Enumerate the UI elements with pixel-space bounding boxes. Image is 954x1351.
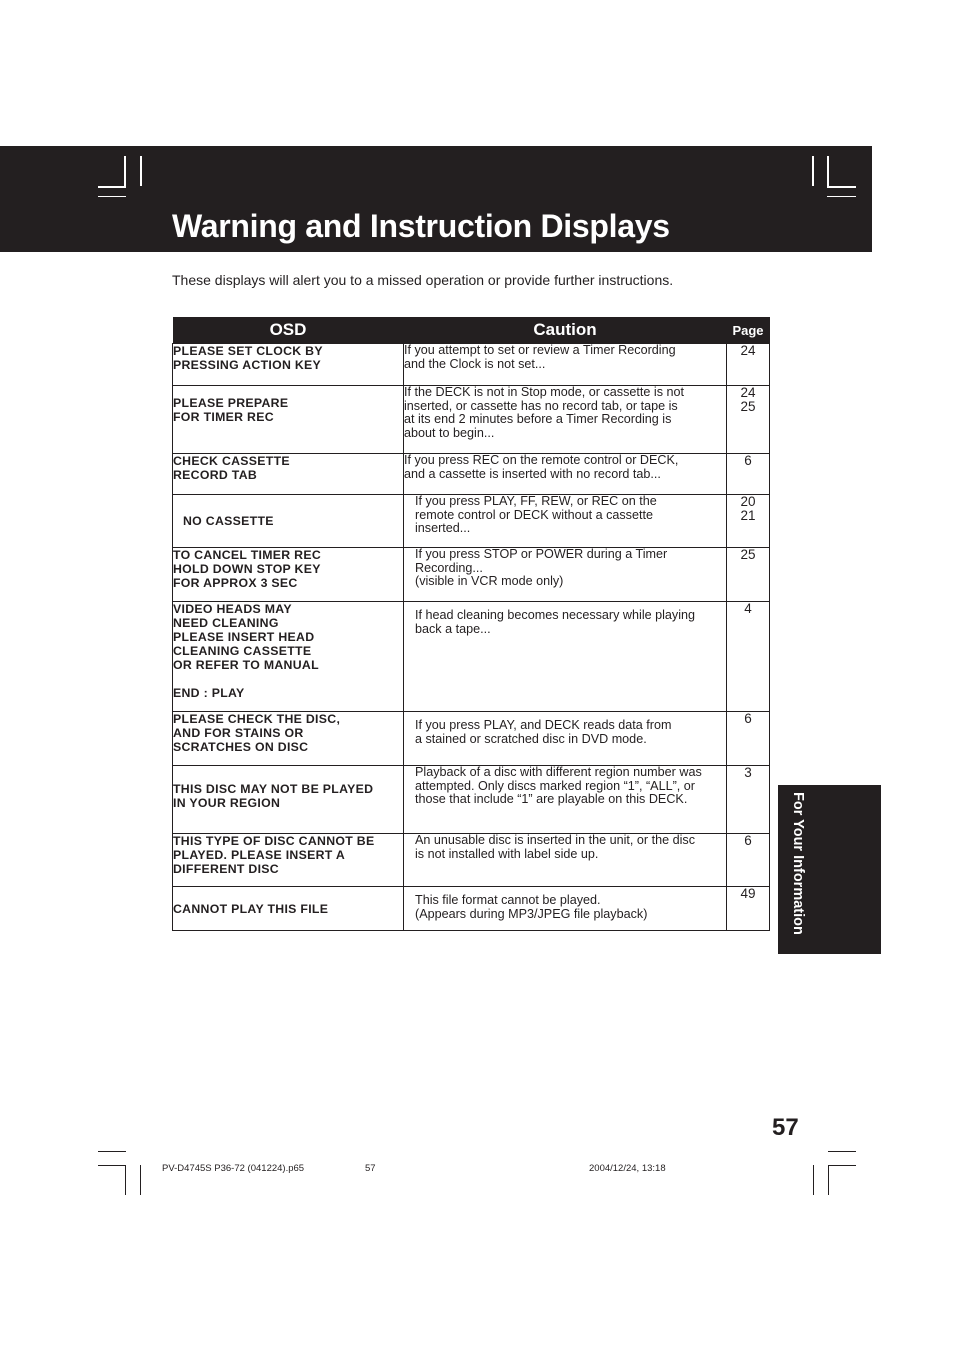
- crop-mark: [828, 1165, 856, 1166]
- page-reference: 6: [727, 834, 770, 887]
- table-row: [173, 712, 770, 766]
- page-reference: 4: [727, 602, 770, 712]
- osd-message: CANNOT PLAY THIS FILE: [173, 887, 404, 931]
- crop-mark: [828, 1151, 856, 1152]
- caution-text: This file format cannot be played. (Appears during MP3/JPEG file playback): [404, 887, 727, 931]
- osd-message: PLEASE CHECK THE DISC, AND FOR STAINS OR SCRATCHES ON DISC: [173, 712, 404, 766]
- caution-text: If you press REC on the remote control or DECK, and a cassette is inserted with no record tab...: [404, 454, 727, 495]
- table-row: [173, 766, 770, 834]
- crop-mark: [140, 1165, 141, 1195]
- page-reference: 24: [727, 344, 770, 386]
- osd-message: VIDEO HEADS MAY NEED CLEANING PLEASE INSERT HEAD CLEANING CASSETTE OR REFER TO MANUAL END : PLAY: [173, 602, 404, 712]
- osd-message: THIS TYPE OF DISC CANNOT BE PLAYED. PLEASE INSERT A DIFFERENT DISC: [173, 834, 404, 887]
- crop-mark: [124, 156, 126, 186]
- crop-mark: [140, 156, 142, 186]
- caution-text: If you attempt to set or review a Timer Recording and the Clock is not set...: [404, 344, 727, 386]
- caution-text: If the DECK is not in Stop mode, or cassette is not inserted, or cassette has no record tab, or tape is at its end 2 minutes before a Timer Recording is about to begin...: [404, 386, 727, 454]
- crop-mark: [828, 1165, 829, 1195]
- crop-mark: [125, 1165, 126, 1195]
- osd-message: TO CANCEL TIMER REC HOLD DOWN STOP KEY FOR APPROX 3 SEC: [173, 548, 404, 602]
- page-reference: 25: [727, 548, 770, 602]
- table-row: [173, 887, 770, 931]
- table-row: [173, 602, 770, 712]
- page-reference: 6: [727, 712, 770, 766]
- crop-mark: [98, 186, 126, 188]
- osd-column-header: OSD: [173, 317, 404, 344]
- caution-text: If head cleaning becomes necessary while playing back a tape...: [404, 602, 727, 712]
- section-tab-label: For Your Information: [790, 792, 806, 935]
- warning-table: [172, 317, 770, 931]
- page-title: Warning and Instruction Displays: [172, 208, 670, 244]
- crop-mark: [98, 1151, 126, 1152]
- crop-mark: [812, 156, 814, 186]
- caution-text: Playback of a disc with different region number was attempted. Only discs marked region “1”, “ALL”, or those that include “1” are playable on this DECK.: [404, 766, 727, 834]
- footer-filename: PV-D4745S P36-72 (041224).p65: [162, 1163, 305, 1174]
- page-reference: 24 25: [727, 386, 770, 454]
- osd-message: NO CASSETTE: [173, 495, 404, 548]
- table-header-row: [173, 317, 770, 344]
- caution-column-header: Caution: [404, 317, 727, 344]
- table-row: [173, 386, 770, 454]
- table-row: [173, 495, 770, 548]
- page-reference: 49: [727, 887, 770, 931]
- table-row: [173, 454, 770, 495]
- page-column-header: Page: [727, 317, 770, 344]
- crop-mark: [827, 196, 856, 197]
- caution-text: If you press STOP or POWER during a Timer Recording... (visible in VCR mode only): [404, 548, 727, 602]
- caution-text: If you press PLAY, and DECK reads data from a stained or scratched disc in DVD mode.: [404, 712, 727, 766]
- osd-message: THIS DISC MAY NOT BE PLAYED IN YOUR REGION: [173, 766, 404, 834]
- page-reference: 20 21: [727, 495, 770, 548]
- table-row: [173, 548, 770, 602]
- crop-mark: [827, 186, 856, 188]
- table-row: [173, 344, 770, 386]
- caution-text: If you press PLAY, FF, REW, or REC on the remote control or DECK without a cassette inserted...: [404, 495, 727, 548]
- crop-mark: [813, 1165, 814, 1195]
- footer-timestamp: 2004/12/24, 13:18: [589, 1163, 666, 1174]
- osd-message: PLEASE PREPARE FOR TIMER REC: [173, 386, 404, 454]
- page-number: 57: [772, 1114, 799, 1141]
- page-reference: 6: [727, 454, 770, 495]
- caution-text: An unusable disc is inserted in the unit, or the disc is not installed with label side up.: [404, 834, 727, 887]
- page-reference: 3: [727, 766, 770, 834]
- table-row: [173, 834, 770, 887]
- crop-mark: [827, 156, 829, 186]
- crop-mark: [98, 1165, 126, 1166]
- intro-text: These displays will alert you to a missed operation or provide further instructions.: [172, 272, 674, 288]
- osd-message: CHECK CASSETTE RECORD TAB: [173, 454, 404, 495]
- crop-mark: [98, 196, 126, 197]
- osd-message: PLEASE SET CLOCK BY PRESSING ACTION KEY: [173, 344, 404, 386]
- footer-page: 57: [365, 1163, 376, 1174]
